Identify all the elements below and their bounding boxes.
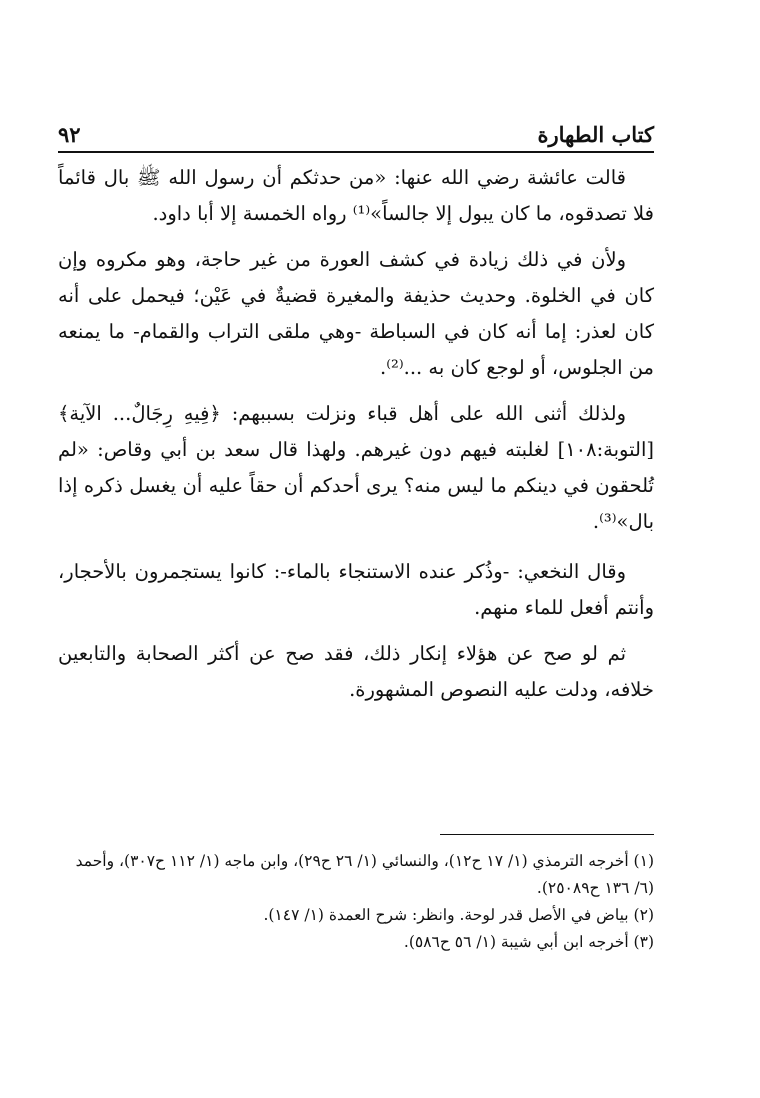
footnote-1: (١) أخرجه الترمذي (١/ ١٧ ح١٢)، والنسائي (١/ ٢٦ ح٢٩)، وابن ماجه (١/ ١١٢ ح٣٠٧)، وأحمد (٦/ ١٣٦ ح٢٥٠٨٩).: [75, 852, 654, 897]
paragraph-nakhai-quote: وقال النخعي: -وذُكر عنده الاستنجاء بالماء-: كانوا يستجمرون بالأحجار، وأنتم أفعل للماء منهم.: [58, 560, 654, 619]
footnote-divider: [440, 834, 654, 835]
page-header: [58, 120, 654, 150]
footnotes: [58, 848, 654, 956]
paragraph-exposure-reason: ولأن في ذلك زيادة في كشف العورة من غير حاجة، وهو مكروه وإن كان في الخلوة. وحديث حذيفة والمغيرة قضيةٌ في عَيْن؛ فيحمل على أنه كان لعذر: إما أنه كان في السباطة -وهي ملقى التراب والقمام- ما يمنعه من الجلوس، أو لوجع كان به ...⁽²⁾.: [58, 248, 654, 379]
footnote-3: (٣) أخرجه ابن أبي شيبة (١/ ٥٦ ح٥٨٦).: [403, 933, 654, 951]
running-title: كتاب الطهارة: [537, 122, 654, 147]
paragraph-quba-praise: ولذلك أثنى الله على أهل قباء ونزلت بسببهم: ﴿فِيهِ رِجَالٌ... الآية﴾ [التوبة:١٠٨] لغلبته فيهم دون غيرهم. ولهذا قال سعد بن أبي وقاص: «لم تُلحقون في دينكم ما ليس منه؟ يرى أحدكم أن حقاً عليه أن يغسل ذكره إذا بال»⁽³⁾.: [58, 402, 654, 533]
paragraph-conclusion: ثم لو صح عن هؤلاء إنكار ذلك، فقد صح عن أكثر الصحابة والتابعين خلافه، ودلت عليه النصوص المشهورة.: [58, 642, 654, 701]
main-text: [58, 160, 654, 718]
page-number: ٩٢: [58, 122, 81, 147]
header-divider: [58, 151, 654, 153]
paragraph-aisha-hadith: قالت عائشة رضي الله عنها: «من حدثكم أن رسول الله ﷺ بال قائماً فلا تصدقوه، ما كان يبول إلا جالساً»⁽¹⁾ رواه الخمسة إلا أبا داود.: [58, 166, 654, 225]
footnote-2: (٢) بياض في الأصل قدر لوحة. وانظر: شرح العمدة (١/ ١٤٧).: [263, 906, 654, 924]
